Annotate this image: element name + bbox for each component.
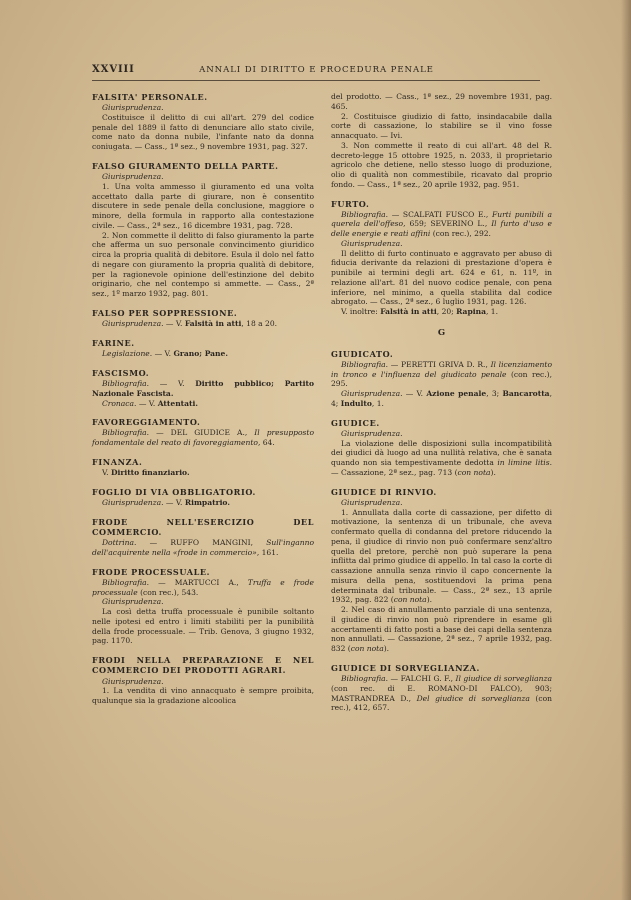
index-entry (92, 457, 314, 478)
entry-text: Bibliografia. — MARTUCCI A., Truffa e frode processuale (con rec.), 543. (92, 577, 314, 597)
index-entry (92, 517, 314, 558)
entry-text: 1. Una volta ammesso il giuramento ed una volta accettato dalla parte di giurare, non è consentito discutere in sede penale della conclusione, maggiore o minore, della formula in rapporto alla contestazione civile. — Cass., 2ª sez., 16 dicembre 1931, pag. 728. (92, 181, 314, 230)
entry-text: 1. La vendita di vino annacquato è sempre proibita, qualunque sia la gradazione alcoolica (92, 686, 314, 706)
entry-heading: GIUDICATO. (331, 348, 394, 359)
index-entry (331, 199, 552, 317)
entry-text: Bibliografia. — FALCHI G. F., Il giudice di sorveglianza (con rec. di E. ROMANO-DI FALCO), 903; MASTRANDREA D., Del giudice di sorveglianza (con rec.), 412, 657. (331, 674, 552, 713)
index-entry (92, 161, 314, 299)
entry-text: Cronaca. — V. Attentati. (102, 398, 199, 408)
entry-heading: FALSITA' PERSONALE. (92, 92, 208, 102)
entry-text: Bibliografia. — PERETTI GRIVA D. R., Il licenziamento in tronco e l'influenza del giudicato penale (con rec.), 295. (331, 359, 552, 389)
entry-text: 2. Non commette il delitto di falso giuramento la parte che afferma un suo personale convincimento giuridico circa la propria qualità di debitore. Esula il dolo nel fatto di negare con giuramento la propria qualità di debitore, per la ragionevole opinione dell'estinzione del debito originario, che nel contempo si ammette. — Cass., 2ª sez., 1º marzo 1932, pag. 801. (92, 230, 314, 299)
entry-text: Legislazione. — V. Grano; Pane. (102, 349, 228, 359)
entry-text: Giurisprudenza. (102, 172, 164, 182)
index-entry (331, 418, 552, 478)
index-entry (92, 417, 314, 448)
entry-text: 2. Nel caso di annullamento parziale di una sentenza, il giudice di rinvio non può riprendere in esame gli accertamenti di fatto posti a base dei capi della sentenza non annullati. — Cassazione, 2ª sez., 7 aprile 1932, pag. 832 (con nota). (331, 605, 552, 654)
entry-text: Costituisce il delitto di cui all'art. 279 del codice penale del 1889 il fatto di denunciare allo stato civile, come nato da donna nubile, l'infante nato da donna coniugata. — Cass., 1ª sez., 9 novembre 1931, pag. 327. (92, 112, 314, 152)
entry-text: 1. Annullata dalla corte di cassazione, per difetto di motivazione, la sentenza di un tribunale, che aveva confermato quella di condanna del pretore riducendo la pena, il giudice di rinvio non può confermare senz'altro quella del pretore, perchè non può superare la pena inflitta dal primo giudice di appello. In tal caso la corte di cassazione annulla senza rinvio il capo concernente la misura della pena, sostituendovi la prima pena determinata dal tribunale. — Cass., 2ª sez., 13 aprile 1932, pag. 822 (con nota). (331, 507, 552, 605)
entry-text: del prodotto. — Cass., 1ª sez., 29 novembre 1931, pag. 465. (331, 92, 552, 111)
index-entry (331, 92, 552, 190)
entry-text: Giurisprudenza. (102, 597, 164, 607)
entry-text: Bibliografia. — V. Diritto pubblico; Partito Nazionale Fascista. (92, 379, 314, 398)
entry-text: Giurisprudenza. — V. Azione penale, 3; Bancarotta, 4; Indulto, 1. (331, 389, 552, 408)
index-entry (92, 338, 314, 359)
entry-text: La così detta truffa processuale è punibile soltanto nelle ipotesi ed entro i limiti stabiliti per la punibilità della frode processuale. — Trib. Genova, 3 giugno 1932, pag. 1170. (92, 607, 314, 646)
entry-text: V. Diritto finanziario. (102, 468, 190, 478)
index-entry (331, 349, 552, 409)
entry-text: Giurisprudenza. (341, 497, 403, 507)
entry-heading: FAVOREGGIAMENTO. (92, 417, 201, 428)
entry-heading: FRODE PROCESSUALE. (92, 566, 211, 577)
index-entry (92, 368, 314, 408)
left-column (92, 92, 314, 710)
entry-heading: FRODE NELL'ESERCIZIO DEL COMMERCIO. (92, 516, 314, 538)
index-entry (92, 655, 314, 706)
entry-text: Giurisprudenza. (341, 238, 403, 248)
entry-text: Giurisprudenza. — V. Falsità in atti, 18 a 20. (102, 319, 278, 329)
page-edge-shadow (621, 0, 631, 900)
entry-heading: GIUDICE DI SORVEGLIANZA. (331, 662, 480, 673)
index-entry (92, 92, 314, 152)
running-header (0, 62, 631, 78)
right-column (331, 92, 552, 717)
index-entry (331, 487, 552, 654)
entry-text: Giurisprudenza. (341, 428, 403, 438)
entry-heading: GIUDICE. (331, 417, 380, 428)
index-entry (92, 487, 314, 508)
entry-text: Giurisprudenza. — V. Rimpatrio. (102, 498, 230, 508)
entry-heading: FRODI NELLA PREPARAZIONE E NEL COMMERCIO DEI PRODOTTI AGRARI. (92, 655, 314, 676)
entry-text: Dottrina. — RUFFO MANGINI, Sull'inganno dell'acquirente nella «frode in commercio», 161. (92, 538, 314, 558)
entry-heading: FARINE. (92, 337, 135, 348)
header-rule (92, 80, 540, 81)
section-letter: G (437, 327, 446, 338)
entry-text: V. inoltre: Falsità in atti, 20; Rapina, 1. (341, 307, 498, 317)
index-entry (331, 663, 552, 713)
entry-text: La violazione delle disposizioni sulla incompatibilità dei giudici dà luogo ad una nullità relativa, che è sanata quando non sia tempestivamente dedotta in limine litis. — Cassazione, 2ª sez., pag. 713 (con nota). (331, 438, 552, 477)
entry-heading: FALSO GIURAMENTO DELLA PARTE. (92, 160, 279, 171)
entry-heading: FALSO PER SOPPRESSIONE. (92, 307, 238, 318)
entry-heading: FURTO. (331, 198, 370, 209)
entry-heading: GIUDICE DI RINVIO. (331, 486, 437, 497)
index-entry (92, 308, 314, 329)
index-entry (92, 567, 314, 646)
header-title: ANNALI DI DIRITTO E PROCEDURA PENALE (199, 65, 434, 75)
entry-text: Giurisprudenza. (102, 676, 164, 686)
entry-heading: FOGLIO DI VIA OBBLIGATORIO. (92, 486, 256, 497)
entry-text: Bibliografia. — DEL GIUDICE A., Il presupposto fondamentale del reato di favoreggiamento, 64. (92, 428, 315, 448)
entry-text: Giurisprudenza. (102, 103, 164, 113)
entry-text: Bibliografia. — SCALFATI FUSCO E., Furti punibili a querela dell'offeso, 659; SEVERINO L., Il furto d'uso e delle energie e reati affini (con rec.), 292. (331, 209, 552, 239)
entry-text: 2. Costituisce giudizio di fatto, insindacabile dalla corte di cassazione, lo stabilire se il vino fosse annacquato. — Ivi. (331, 111, 552, 140)
entry-text: 3. Non commette il reato di cui all'art. 48 del R. decreto-legge 15 ottobre 1925, n. 2033, il proprietario agricolo che detiene, nello stesso luogo di produzione, olio di qualità non commestibile, ricavato dal proprio fondo. — Cass., 1ª sez., 20 aprile 1932, pag. 951. (331, 140, 552, 189)
entry-heading: FASCISMO. (92, 367, 150, 378)
page-number: XXVIII (92, 64, 135, 75)
entry-heading: FINANZA. (92, 456, 143, 467)
entry-text: Il delitto di furto continuato e aggravato per abuso di fiducia derivante da relazioni di prestazione d'opera è punibile ai termini degli art. 624 e 61, n. 11º, in relazione all'art. 81 del nuovo codice penale, con pena inferiore, nel minimo, a quella stabilita dal codice abrogato. — Cass., 2ª sez., 6 luglio 1931, pag. 126. (331, 248, 552, 307)
